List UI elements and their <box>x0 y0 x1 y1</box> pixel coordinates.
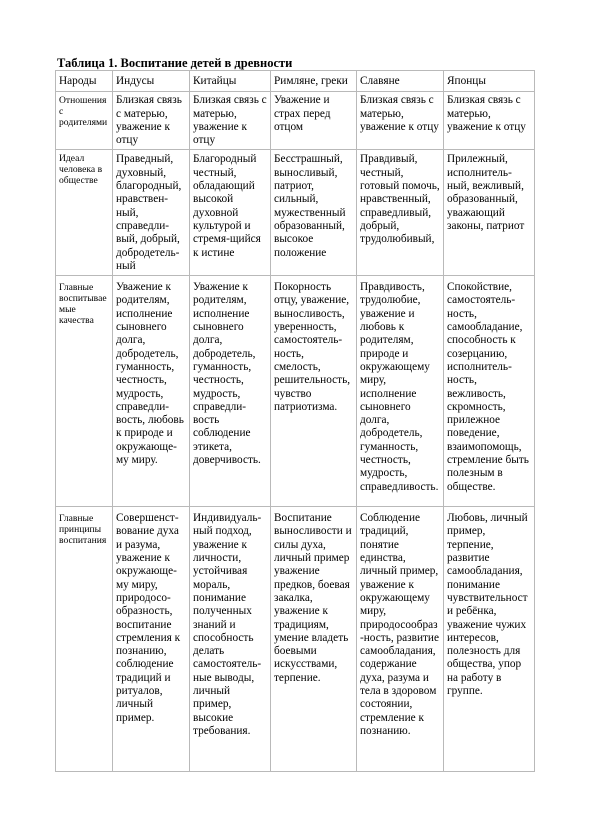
upbringing-table <box>55 70 535 772</box>
table-cell: Спокойствие, самостоятель-ность, самообладание, способность к созерцанию, исполнитель-ность, вежливость, скромность, прилежное поведение, взаимопомощь, стремление быть полезным в обществе. <box>444 276 535 507</box>
table-cell: Близкая связь с матерью, уважение к отцу <box>444 92 535 150</box>
table-cell: Благородный честный, обладающий высокой духовной культурой и стремя-щийся к истине <box>190 150 271 276</box>
table-cell: Любовь, личный пример, терпение, развитие самообладания, понимание чувствительности ребёнка, уважение чужих интересов, полезность для общества, упор на работу в группе. <box>444 507 535 772</box>
header-cell-peoples: Народы <box>56 71 113 92</box>
header-cell-chinese: Китайцы <box>190 71 271 92</box>
header-cell-japanese: Японцы <box>444 71 535 92</box>
row-label: Идеал человека в обществе <box>56 150 113 276</box>
table-cell: Правдивый, честный, готовый помочь, нравственный, справедливый, добрый, трудолюбивый, <box>357 150 444 276</box>
table-cell: Правдивость, трудолюбие, уважение и любовь к родителям, природе и окружающему миру, исполнение сыновнего долга, добродетель, гуманность, честность, мудрость, справедливость. <box>357 276 444 507</box>
page-title: Таблица 1. Воспитание детей в древности <box>57 56 293 70</box>
table-cell: Покорность отцу, уважение, выносливость, уверенность, самостоятель-ность, смелость, решительность, чувство патриотизма. <box>271 276 357 507</box>
header-cell-romans-greeks: Римляне, греки <box>271 71 357 92</box>
table-cell: Уважение и страх перед отцом <box>271 92 357 150</box>
row-label: Главные принципы воспитания <box>56 507 113 772</box>
table-cell: Уважение к родителям, исполнение сыновнего долга, добродетель, гуманность, честность, мудрость, справедли-вость соблюдение этикета, доверчивость. <box>190 276 271 507</box>
table-cell: Воспитание выносливости и силы духа, личный пример уважение предков, боевая закалка, уважение к традициям, умение владеть боевыми искусствами, терпение. <box>271 507 357 772</box>
table-cell: Прилежный, исполнитель-ный, вежливый, образованный, уважающий законы, патриот <box>444 150 535 276</box>
table-cell: Соблюдение традиций, понятие единства, личный пример, уважение к окружающему миру, природосообраз-ность, развитие самообладания, содержание духа, разума и тела в здоровом состоянии, стремление к познанию. <box>357 507 444 772</box>
table-cell: Уважение к родителям, исполнение сыновнего долга, добродетель, гуманность, честность, мудрость, справедли-вость, любовь к природе и окружающе-му миру. <box>113 276 190 507</box>
table-cell: Близкая связь с матерью, уважение к отцу <box>357 92 444 150</box>
table-cell: Близкая связь с матерью, уважение к отцу <box>190 92 271 150</box>
table-row <box>56 276 535 507</box>
table-cell: Совершенст-вование духа и разума, уважение к окружающе-му миру, природосо-образность, воспитание стремления к познанию, соблюдение традиций и ритуалов, личный пример. <box>113 507 190 772</box>
table-cell: Праведный, духовный, благородный, нравствен-ный, справедли-вый, добрый, добродетель-ный <box>113 150 190 276</box>
table-header-row <box>56 71 535 92</box>
table-cell: Бесстрашный, выносливый, патриот, сильный, мужественный образованный, высокое положение <box>271 150 357 276</box>
table-cell: Близкая связь с матерью, уважение к отцу <box>113 92 190 150</box>
table-row <box>56 150 535 276</box>
table-row <box>56 507 535 772</box>
table-cell: Индивидуаль-ный подход, уважение к личности, устойчивая мораль, понимание полученных знаний и способность делать самостоятель-ные выводы, личный пример, высокие требования. <box>190 507 271 772</box>
header-cell-slavs: Славяне <box>357 71 444 92</box>
row-label: Отношения с родителями <box>56 92 113 150</box>
table-row <box>56 92 535 150</box>
header-cell-indians: Индусы <box>113 71 190 92</box>
row-label: Главные воспитываемые качества <box>56 276 113 507</box>
